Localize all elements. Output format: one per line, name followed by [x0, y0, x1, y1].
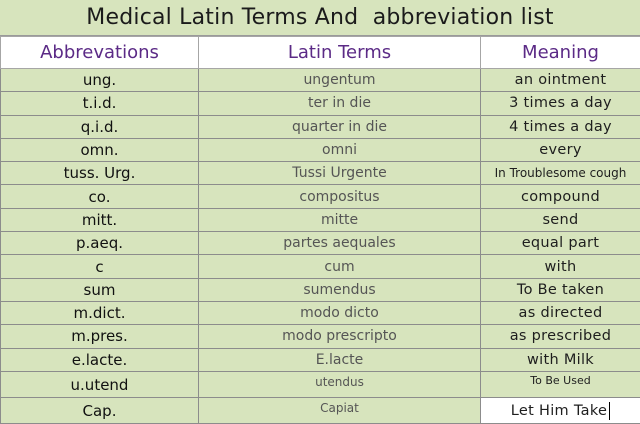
meaning-cell[interactable]: as directed	[481, 301, 640, 324]
table-row	[1, 208, 640, 231]
table-row	[1, 138, 640, 161]
table-row	[1, 348, 640, 371]
latin-term-cell[interactable]: ungentum	[199, 69, 481, 92]
table-row	[1, 232, 640, 255]
meaning-cell-active[interactable]	[481, 398, 640, 424]
meaning-cell[interactable]: send	[481, 208, 640, 231]
text-cursor	[609, 402, 610, 420]
meaning-cell-text: Let Him Take	[511, 403, 607, 419]
meaning-cell[interactable]: compound	[481, 185, 640, 208]
table-row	[1, 115, 640, 138]
table-row	[1, 278, 640, 301]
abbreviation-cell[interactable]: ung.	[1, 69, 199, 92]
latin-term-cell[interactable]: Capiat	[199, 398, 481, 424]
abbreviation-cell[interactable]: m.dict.	[1, 301, 199, 324]
meaning-cell[interactable]: 3 times a day	[481, 92, 640, 115]
latin-term-cell[interactable]: utendus	[199, 371, 481, 397]
latin-term-cell[interactable]: omni	[199, 138, 481, 161]
meaning-cell[interactable]: To Be Used	[481, 371, 640, 397]
table-row	[1, 92, 640, 115]
abbreviation-cell[interactable]: tuss. Urg.	[1, 162, 199, 185]
abbreviation-cell[interactable]: c	[1, 255, 199, 278]
abbreviation-cell[interactable]: sum	[1, 278, 199, 301]
meaning-cell[interactable]: equal part	[481, 232, 640, 255]
latin-term-cell[interactable]: cum	[199, 255, 481, 278]
meaning-cell[interactable]: every	[481, 138, 640, 161]
meaning-cell[interactable]: To Be taken	[481, 278, 640, 301]
meaning-cell[interactable]: with	[481, 255, 640, 278]
abbreviation-cell[interactable]: p.aeq.	[1, 232, 199, 255]
latin-term-cell[interactable]: quarter in die	[199, 115, 481, 138]
table-row	[1, 325, 640, 348]
abbreviation-cell[interactable]: co.	[1, 185, 199, 208]
table-row	[1, 371, 640, 397]
latin-term-cell[interactable]: sumendus	[199, 278, 481, 301]
abbreviation-cell[interactable]: Cap.	[1, 398, 199, 424]
latin-term-cell[interactable]: ter in die	[199, 92, 481, 115]
meaning-cell[interactable]: an ointment	[481, 69, 640, 92]
sheet-title: Medical Latin Terms And abbreviation list	[0, 0, 640, 36]
terms-table	[0, 36, 640, 424]
header-meaning[interactable]: Meaning	[481, 37, 640, 69]
meaning-cell[interactable]: In Troublesome cough	[481, 162, 640, 185]
meaning-cell[interactable]: as prescribed	[481, 325, 640, 348]
latin-term-cell[interactable]: E.lacte	[199, 348, 481, 371]
table-row	[1, 301, 640, 324]
abbreviation-cell[interactable]: u.utend	[1, 371, 199, 397]
abbreviation-cell[interactable]: m.pres.	[1, 325, 199, 348]
abbreviation-cell[interactable]: e.lacte.	[1, 348, 199, 371]
latin-term-cell[interactable]: mitte	[199, 208, 481, 231]
latin-term-cell[interactable]: modo dicto	[199, 301, 481, 324]
header-latin-terms[interactable]: Latin Terms	[199, 37, 481, 69]
meaning-cell[interactable]: 4 times a day	[481, 115, 640, 138]
latin-term-cell[interactable]: partes aequales	[199, 232, 481, 255]
latin-term-cell[interactable]: modo prescripto	[199, 325, 481, 348]
table-row	[1, 69, 640, 92]
abbreviation-cell[interactable]: t.i.d.	[1, 92, 199, 115]
header-row	[1, 37, 640, 69]
latin-term-cell[interactable]: Tussi Urgente	[199, 162, 481, 185]
meaning-cell[interactable]: with Milk	[481, 348, 640, 371]
header-abbreviations[interactable]: Abbrevations	[1, 37, 199, 69]
table-row	[1, 162, 640, 185]
table-row	[1, 255, 640, 278]
latin-term-cell[interactable]: compositus	[199, 185, 481, 208]
abbreviation-cell[interactable]: mitt.	[1, 208, 199, 231]
abbreviation-cell[interactable]: q.i.d.	[1, 115, 199, 138]
abbreviation-cell[interactable]: omn.	[1, 138, 199, 161]
table-row	[1, 185, 640, 208]
table-row	[1, 398, 640, 424]
